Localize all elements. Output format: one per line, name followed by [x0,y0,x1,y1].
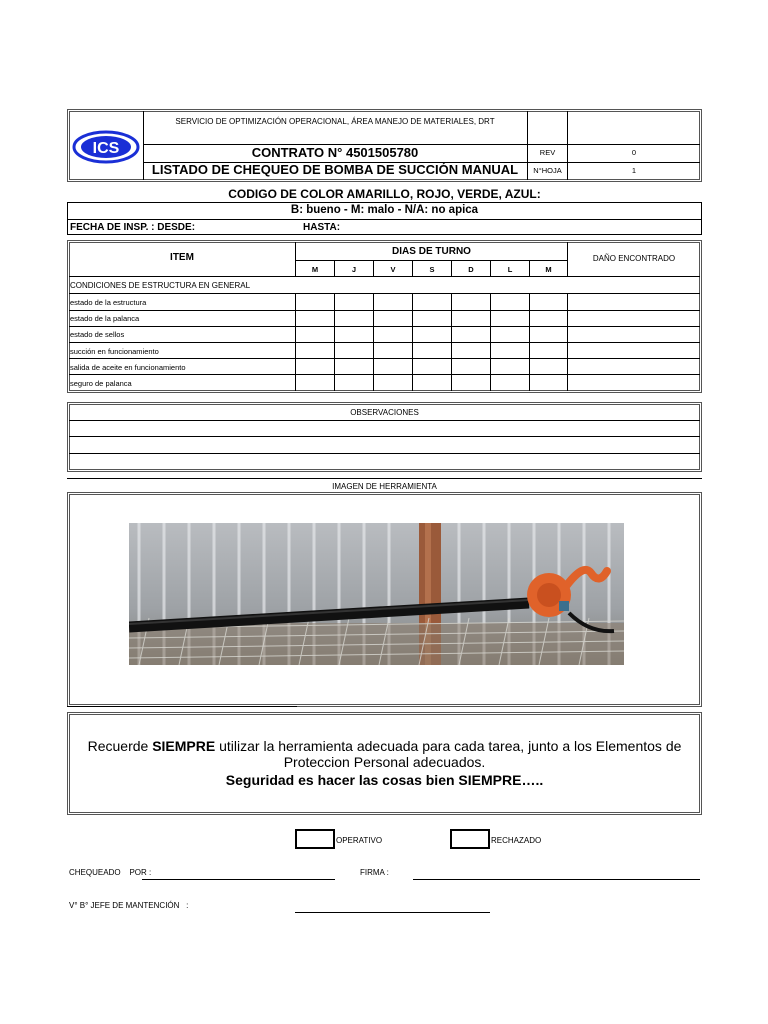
day-col: S [429,265,435,274]
hoja-value: 1 [631,166,637,175]
days-header: DIAS DE TURNO [392,246,471,257]
rechazado-label: RECHAZADO [491,836,542,845]
logo-text: ICS [92,140,120,157]
checked-by-label: CHEQUEADO POR : [69,868,152,877]
day-col: J [351,265,357,274]
reminder-line-2: Proteccion Personal adecuados. [283,754,486,770]
observations-title: OBSERVACIONES [350,408,419,417]
checked-by-line[interactable] [142,879,335,880]
service-title: SERVICIO DE OPTIMIZACIÓN OPERACIONAL, ÁREA MANEJO DE MATERIALES, DRT [175,117,495,126]
table-row: estado de sellos [70,330,125,339]
company-logo [72,126,140,172]
table-row: succión en funcionamiento [70,347,159,356]
table-row: estado de la estructura [70,298,147,307]
table-row: seguro de palanca [70,379,132,388]
day-col: D [468,265,474,274]
legend-text: B: bueno - M: malo - N/A: no apica [290,204,479,216]
rev-value: 0 [631,148,637,157]
tool-photo [129,523,624,665]
day-col: M [545,265,552,274]
hoja-label: N°HOJA [533,166,562,175]
table-row: salida de aceite en funcionamiento [70,363,186,372]
contract-number: CONTRATO N° 4501505780 [251,145,419,160]
signature-line[interactable] [413,879,700,880]
damage-header: DAÑO ENCONTRADO [592,254,676,263]
date-to-label: HASTA: [303,222,341,233]
document-title: LISTADO DE CHEQUEO DE BOMBA DE SUCCIÓN MANUAL [151,162,519,177]
color-code-title: CODIGO DE COLOR AMARILLO, ROJO, VERDE, AZUL: [228,187,541,201]
date-from-label: FECHA DE INSP. : DESDE: [70,222,196,233]
reminder-line-3: Seguridad es hacer las cosas bien SIEMPRE….. [225,772,544,788]
table-row: estado de la palanca [70,314,140,323]
day-col: V [390,265,396,274]
operativo-label: OPERATIVO [336,836,383,845]
approval-label: V° B° JEFE DE MANTENCIÓN : [69,901,189,910]
operativo-checkbox[interactable] [295,829,335,849]
reminder-line-1: Recuerde SIEMPRE utilizar la herramienta adecuada para cada tarea, junto a los Elementos de [87,738,682,754]
rechazado-checkbox[interactable] [450,829,490,849]
rev-label: REV [539,148,556,157]
day-col: M [311,265,319,274]
section-title: CONDICIONES DE ESTRUCTURA EN GENERAL [70,281,251,290]
approval-line[interactable] [295,912,490,913]
image-title: IMAGEN DE HERRAMIENTA [332,482,437,491]
item-header: ITEM [170,252,194,263]
day-col: L [507,265,513,274]
signature-label: FIRMA : [360,868,389,877]
